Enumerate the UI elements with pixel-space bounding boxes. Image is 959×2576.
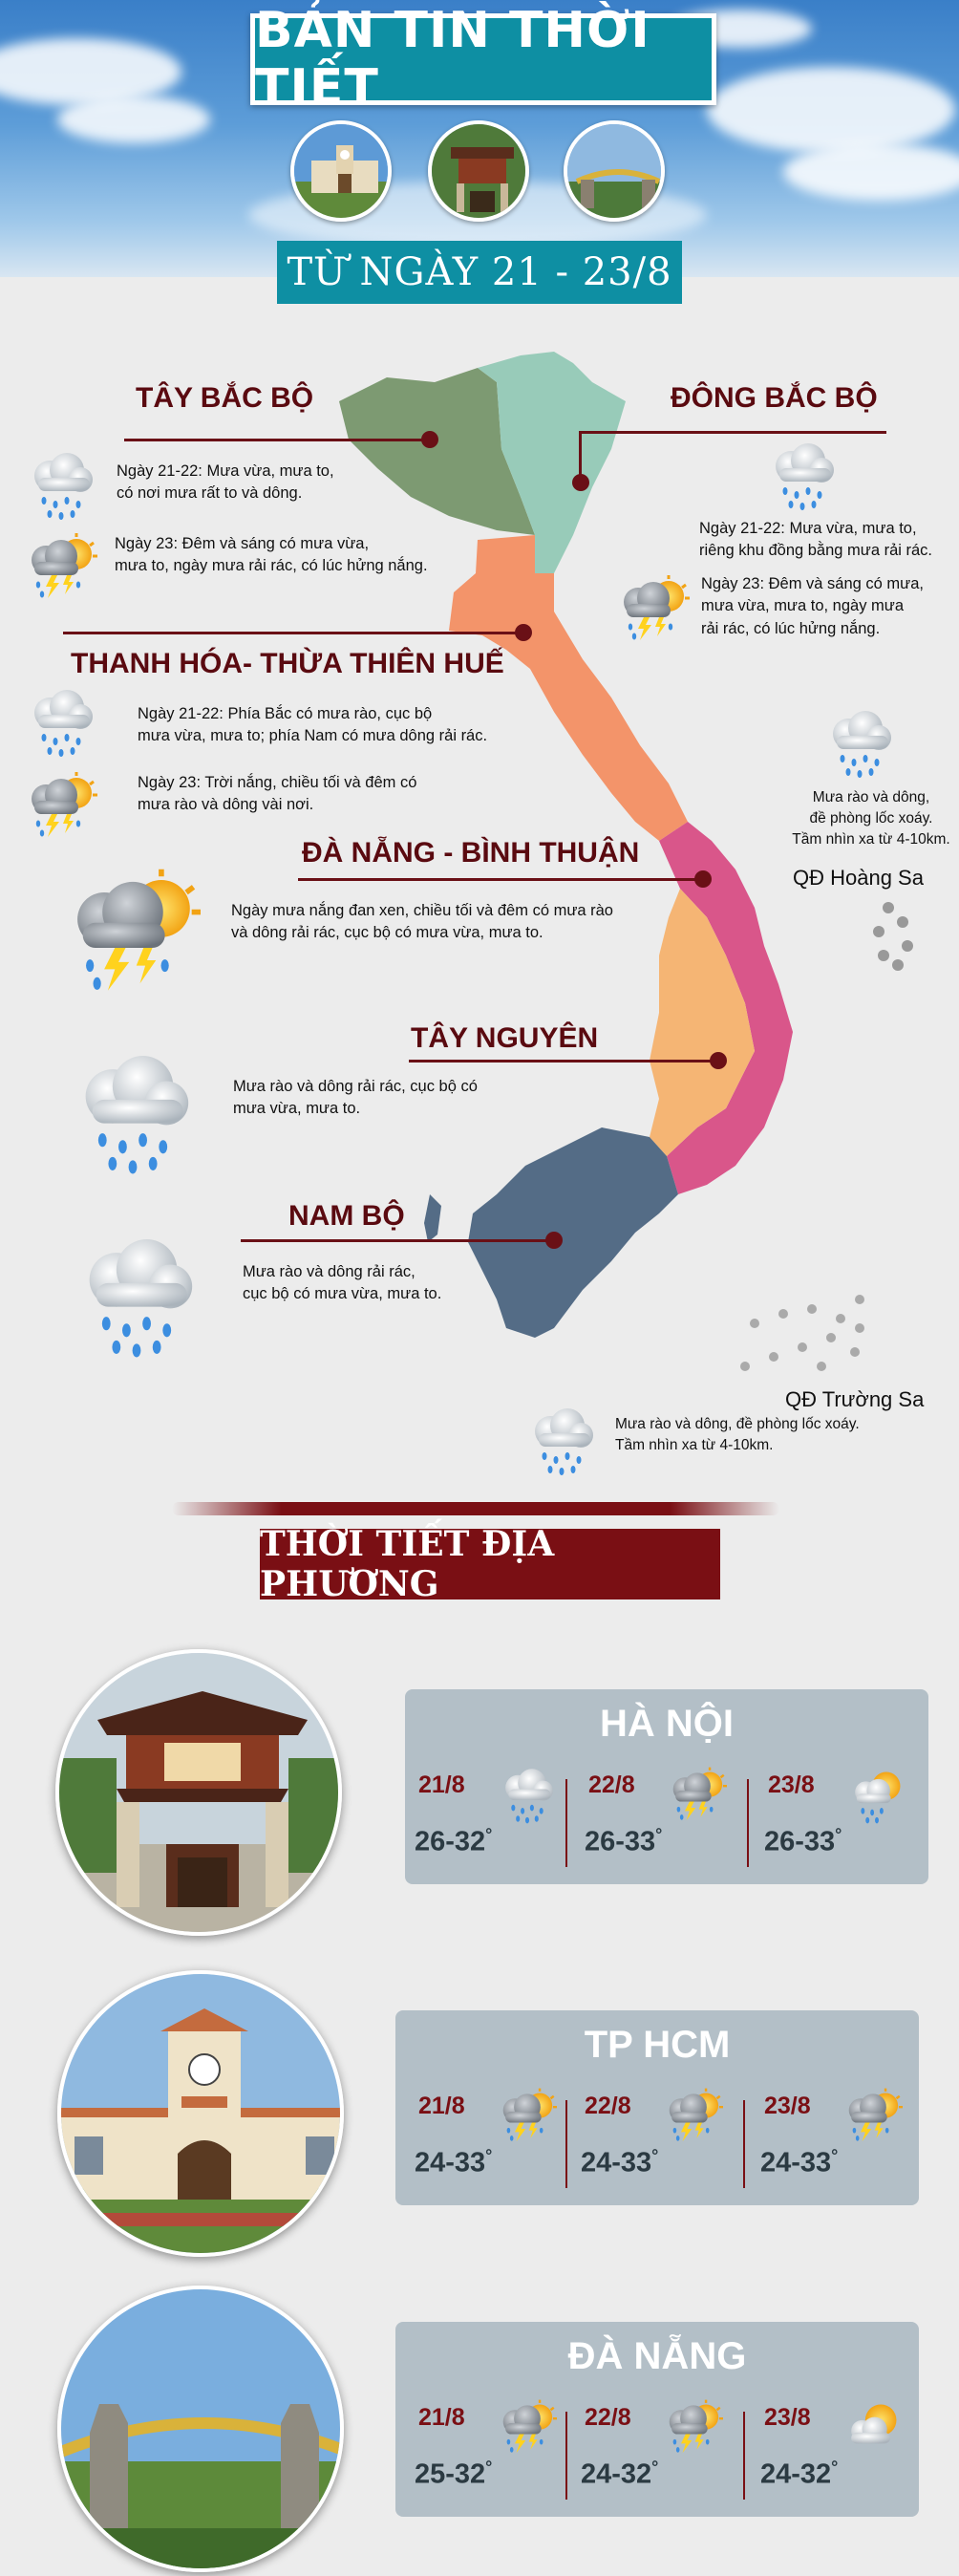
day-date: 23/8 [764,2404,811,2431]
region-title-thanh-hoa-hue: THANH HÓA- THỪA THIÊN HUẾ [71,648,504,679]
dong-bac-forecast-2: Ngày 23: Đêm và sáng có mưa, mưa vừa, mưa to, ngày mưa rải rác, có lúc hửng nắng. [701,575,924,637]
day-forecast [571,2398,743,2503]
day-forecast [571,2087,743,2192]
golden-bridge-photo [564,120,665,222]
day-forecast [751,2087,923,2192]
temperature: 24-32° [760,2458,839,2490]
storm-sun-icon [496,2398,559,2462]
city-name: ĐÀ NẴNG [567,2335,747,2377]
truong-sa-forecast: Mưa rào và dông, đề phòng lốc xoáy. Tầm nhìn xa từ 4-10km. [615,1416,860,1453]
page-title: BẢN TIN THỜI TIẾT [255,2,650,117]
rain-cloud-icon [65,1049,201,1182]
hoang-sa-label: QĐ Hoàng Sa [793,866,924,890]
day-forecast [405,2398,577,2503]
storm-sun-icon [496,2087,559,2151]
tay-bac-forecast-2: Ngày 23: Đêm và sáng có mưa vừa, mưa to, ngày mưa rải rác, có lúc hửng nắng. [115,535,428,575]
day-forecast [575,1766,747,1871]
storm-sun-icon [842,2087,905,2151]
tay-nguyen-forecast: Mưa rào và dông rải rác, cục bộ có mưa vừa, mưa to. [233,1078,478,1118]
storm-sun-icon [61,866,204,1006]
storm-sun-icon [23,770,99,848]
rain-cloud-icon [496,1766,559,1830]
city-card-hcm [395,2010,919,2205]
da-nang-golden-bridge-photo [57,2286,344,2572]
day-divider [743,2412,745,2500]
temperature: 24-33° [415,2146,493,2179]
storm-sun-icon [666,1766,729,1830]
day-divider [565,1779,567,1867]
day-date: 21/8 [418,2093,465,2119]
hanoi-photo [55,1649,342,1936]
region-title-dong-bac: ĐÔNG BẮC BỘ [671,382,878,414]
day-forecast [751,2398,923,2503]
nam-bo-pointer-line [241,1239,554,1242]
temperature: 25-32° [415,2458,493,2490]
title-banner [250,2,716,117]
dong-bac-pointer-line [579,431,886,434]
temperature: 24-33° [581,2146,659,2179]
region-title-tay-bac: TÂY BẮC BỘ [136,382,314,414]
day-forecast [755,1766,927,1871]
day-divider [565,2412,567,2500]
section-divider [172,1502,779,1515]
truong-sa-label: QĐ Trường Sa [785,1387,925,1411]
rain-cloud-icon [764,440,841,517]
sun-cloud-icon [842,2398,905,2462]
local-weather-banner [260,1524,720,1604]
city-name: HÀ NỘI [600,1703,734,1745]
map-region-nam-bo [468,1127,678,1338]
rain-cloud-icon [523,1405,600,1482]
tay-nguyen-pointer-line [409,1060,718,1063]
region-title-da-nang-binh-thuan: ĐÀ NẴNG - BÌNH THUẬN [302,837,640,869]
day-date: 22/8 [585,2404,631,2431]
day-date: 23/8 [764,2093,811,2119]
storm-sun-icon [23,531,99,609]
thanh-hoa-forecast-2: Ngày 23: Trời nắng, chiều tối và đêm có mưa rào và dông vài nơi. [138,774,417,814]
sun-rain-icon [845,1766,908,1830]
local-weather-title: THỜI TIẾT ĐỊA PHƯƠNG [260,1524,555,1604]
da-nang-pointer-line [298,878,703,881]
temperature: 26-33° [764,1825,842,1857]
day-date: 22/8 [588,1771,635,1798]
storm-sun-icon [615,573,692,651]
temperature: 26-33° [585,1825,663,1857]
dong-bac-forecast-1: Ngày 21-22: Mưa vừa, mưa to, riêng khu đồng bằng mưa rải rác. [699,520,933,560]
day-date: 22/8 [585,2093,631,2119]
hoang-sa-islands [873,902,913,971]
city-card-da-nang [395,2322,919,2517]
tay-bac-pointer-line [124,439,430,441]
thanh-hoa-pointer-line [63,632,523,634]
nam-bo-forecast: Mưa rào và dông rải rác, cục bộ có mưa vừa, mưa to. [243,1263,442,1303]
day-forecast [405,1766,577,1871]
day-divider [743,2100,745,2188]
day-date: 23/8 [768,1771,815,1798]
ben-thanh-market-photo [290,120,392,222]
city-card-hanoi [405,1689,928,1884]
hoang-sa-forecast: Mưa rào và dông, đề phòng lốc xoáy. Tầm nhìn xa từ 4-10km. [792,789,950,848]
temple-of-literature-photo [428,120,529,222]
day-forecast [405,2087,577,2192]
rain-cloud-icon [821,707,898,784]
temperature: 24-33° [760,2146,839,2179]
temperature: 24-32° [581,2458,659,2490]
date-range-banner [277,241,682,304]
rain-cloud-icon [23,449,99,526]
rain-cloud-icon [69,1233,204,1365]
day-date: 21/8 [418,2404,465,2431]
tay-bac-forecast-1: Ngày 21-22: Mưa vừa, mưa to, có nơi mưa rất to và dông. [117,462,334,503]
truong-sa-islands [740,1295,864,1371]
temperature: 26-32° [415,1825,493,1857]
region-title-nam-bo: NAM BỘ [288,1200,405,1232]
da-nang-forecast: Ngày mưa nắng đan xen, chiều tối và đêm có mưa rào và dông rải rác, cục bộ có mưa vừa, mưa to. [231,902,613,942]
city-name: TP HCM [584,2024,731,2066]
thanh-hoa-forecast-1: Ngày 21-22: Phía Bắc có mưa rào, cục bộ mưa vừa, mưa to; phía Nam có mưa dông rải rác. [138,705,488,745]
storm-sun-icon [662,2087,725,2151]
storm-sun-icon [662,2398,725,2462]
day-divider [565,2100,567,2188]
day-date: 21/8 [418,1771,465,1798]
rain-cloud-icon [23,686,99,763]
ho-chi-minh-city-photo [57,1970,344,2257]
day-divider [747,1779,749,1867]
region-title-tay-nguyen: TÂY NGUYÊN [411,1022,599,1054]
date-range: TỪ NGÀY 21 - 23/8 [287,250,672,294]
dong-bac-pointer-drop [579,431,582,483]
